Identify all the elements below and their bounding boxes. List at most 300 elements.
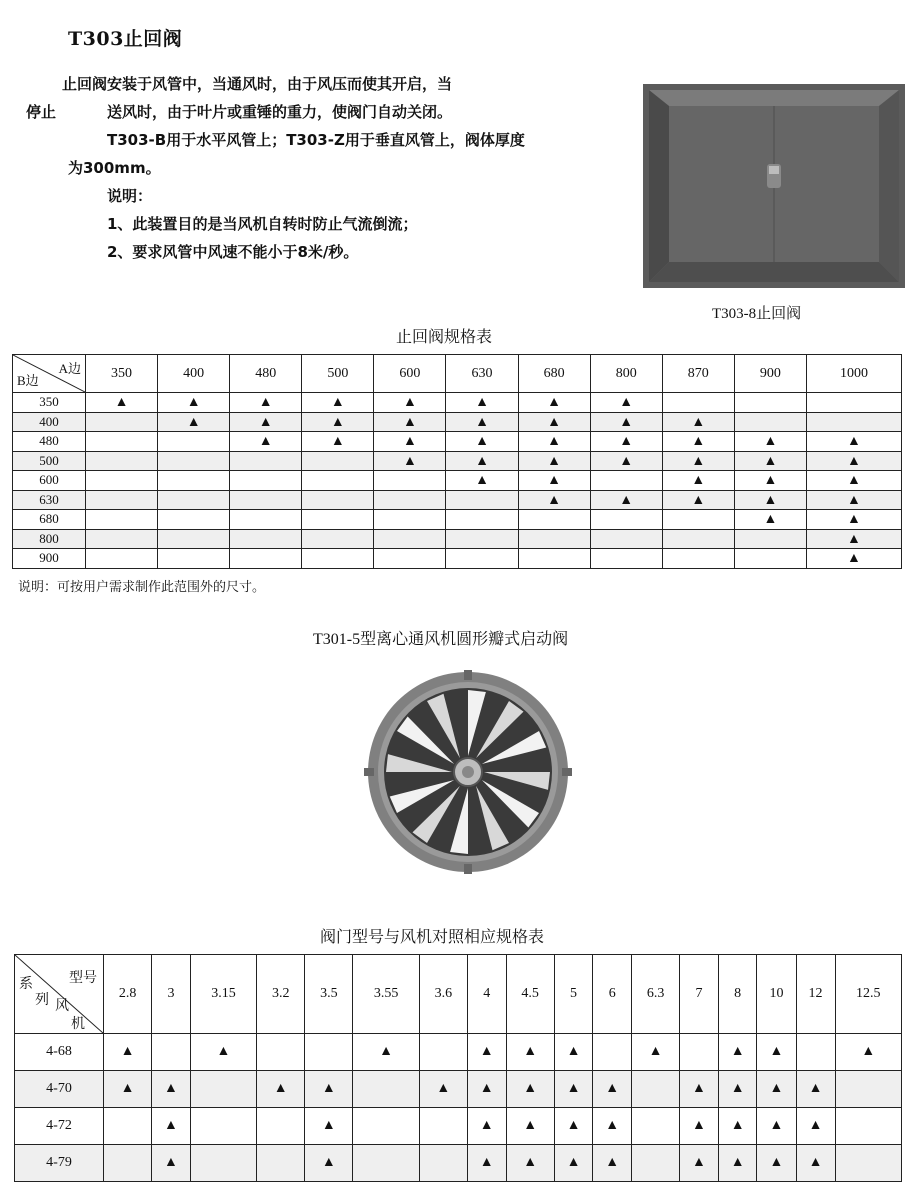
corner-series-2: 列 (35, 993, 49, 1008)
empty-cell (190, 1108, 256, 1145)
available-mark (662, 432, 734, 452)
available-mark (467, 1145, 506, 1182)
triangle-icon: ▲ (763, 492, 778, 508)
available-mark (590, 451, 662, 471)
intro-line-3: T303-B用于水平风管上；T303-Z用于垂直风管上，阀体厚度 (107, 131, 525, 149)
table2-col-header: 3 (152, 955, 191, 1034)
empty-cell (86, 510, 158, 530)
available-mark (506, 1108, 554, 1145)
triangle-icon: ▲ (619, 434, 634, 450)
check-valve-spec-table (12, 354, 902, 569)
triangle-icon: ▲ (547, 395, 562, 411)
available-mark (796, 1071, 835, 1108)
empty-cell (230, 549, 302, 569)
triangle-icon: ▲ (475, 414, 489, 430)
table1-col-header: 680 (518, 355, 590, 393)
available-mark (506, 1071, 554, 1108)
triangle-icon: ▲ (547, 473, 562, 489)
empty-cell (734, 393, 806, 413)
triangle-icon: ▲ (769, 1081, 784, 1096)
triangle-icon: ▲ (330, 414, 345, 430)
triangle-icon: ▲ (763, 512, 778, 528)
available-mark (158, 393, 230, 413)
note-item-1: 1、此装置目的是当风机自转时防止气流倒流； (107, 215, 418, 233)
intro-line-2a: 停止 (26, 103, 57, 121)
empty-cell (86, 412, 158, 432)
available-mark (554, 1071, 593, 1108)
empty-cell (302, 529, 374, 549)
available-mark (305, 1071, 353, 1108)
available-mark (305, 1108, 353, 1145)
triangle-icon: ▲ (847, 531, 861, 547)
available-mark (86, 393, 158, 413)
triangle-icon: ▲ (763, 453, 778, 469)
available-mark (467, 1034, 506, 1071)
available-mark (662, 451, 734, 471)
empty-cell (305, 1034, 353, 1071)
triangle-icon: ▲ (321, 1118, 336, 1133)
triangle-icon: ▲ (619, 453, 634, 469)
fan-valve-caption: T301-5型离心通风机圆形瓣式启动阀 (313, 631, 569, 648)
triangle-icon: ▲ (479, 1044, 494, 1059)
triangle-icon: ▲ (691, 414, 706, 430)
table1-title: 止回阀规格表 (396, 329, 493, 346)
table2-col-header: 7 (680, 955, 719, 1034)
triangle-icon: ▲ (547, 492, 562, 508)
triangle-icon: ▲ (730, 1155, 745, 1170)
empty-cell (590, 510, 662, 530)
available-mark (419, 1071, 467, 1108)
row-label: 4-79 (15, 1145, 104, 1182)
row-label: 800 (13, 529, 86, 549)
available-mark (302, 432, 374, 452)
table1-col-header: 800 (590, 355, 662, 393)
triangle-icon: ▲ (847, 453, 861, 469)
intro-line-4: 为300mm。 (68, 159, 161, 177)
triangle-icon: ▲ (605, 1155, 620, 1170)
empty-cell (158, 490, 230, 510)
table2-col-header: 3.6 (419, 955, 467, 1034)
note-title: 说明： (107, 187, 153, 205)
empty-cell (374, 529, 446, 549)
empty-cell (374, 471, 446, 491)
available-mark (302, 393, 374, 413)
available-mark (593, 1108, 632, 1145)
empty-cell (86, 471, 158, 491)
available-mark (104, 1034, 152, 1071)
row-label: 480 (13, 432, 86, 452)
corner-b-label: B边 (17, 373, 39, 388)
empty-cell (104, 1145, 152, 1182)
empty-cell (302, 471, 374, 491)
triangle-icon: ▲ (619, 492, 634, 508)
triangle-icon: ▲ (547, 453, 562, 469)
triangle-icon: ▲ (847, 434, 861, 450)
empty-cell (590, 529, 662, 549)
empty-cell (419, 1034, 467, 1071)
triangle-icon: ▲ (120, 1044, 135, 1059)
triangle-icon: ▲ (321, 1155, 336, 1170)
empty-cell (835, 1108, 901, 1145)
empty-cell (86, 549, 158, 569)
triangle-icon: ▲ (547, 414, 562, 430)
triangle-icon: ▲ (547, 434, 562, 450)
table-row (13, 471, 902, 491)
empty-cell (190, 1071, 256, 1108)
triangle-icon: ▲ (619, 414, 634, 430)
available-mark (374, 412, 446, 432)
triangle-icon: ▲ (330, 434, 345, 450)
available-mark (757, 1071, 796, 1108)
available-mark (158, 412, 230, 432)
table2-col-header: 6 (593, 955, 632, 1034)
empty-cell (734, 529, 806, 549)
empty-cell (632, 1145, 680, 1182)
triangle-icon: ▲ (691, 434, 706, 450)
corner-series-3: 风 (55, 999, 69, 1014)
empty-cell (446, 490, 518, 510)
available-mark (593, 1145, 632, 1182)
empty-cell (590, 549, 662, 569)
available-mark (518, 412, 590, 432)
triangle-icon: ▲ (523, 1044, 538, 1059)
triangle-icon: ▲ (475, 473, 489, 489)
empty-cell (257, 1145, 305, 1182)
empty-cell (353, 1145, 419, 1182)
corner-series-1: 系 (19, 977, 33, 992)
available-mark (590, 412, 662, 432)
valve-fan-spec-table (14, 954, 902, 1182)
triangle-icon: ▲ (692, 1155, 706, 1170)
table2-col-header: 8 (718, 955, 757, 1034)
empty-cell (662, 393, 734, 413)
triangle-icon: ▲ (479, 1155, 494, 1170)
triangle-icon: ▲ (566, 1155, 581, 1170)
available-mark (152, 1108, 191, 1145)
table1-col-header: 350 (86, 355, 158, 393)
empty-cell (518, 529, 590, 549)
available-mark (734, 471, 806, 491)
empty-cell (86, 490, 158, 510)
table-row (13, 549, 902, 569)
empty-cell (86, 529, 158, 549)
empty-cell (158, 549, 230, 569)
row-label: 4-68 (15, 1034, 104, 1071)
triangle-icon: ▲ (475, 434, 489, 450)
triangle-icon: ▲ (691, 492, 706, 508)
available-mark (632, 1034, 680, 1071)
empty-cell (86, 451, 158, 471)
empty-cell (152, 1034, 191, 1071)
triangle-icon: ▲ (436, 1081, 451, 1096)
available-mark (230, 432, 302, 452)
empty-cell (257, 1108, 305, 1145)
available-mark (302, 412, 374, 432)
triangle-icon: ▲ (402, 453, 417, 469)
triangle-icon: ▲ (861, 1044, 876, 1059)
available-mark (796, 1145, 835, 1182)
intro-line-1: 止回阀安装于风管中，当通风时，由于风压而使其开启，当 (62, 75, 453, 93)
available-mark (374, 393, 446, 413)
row-label: 400 (13, 412, 86, 432)
empty-cell (806, 393, 901, 413)
empty-cell (104, 1108, 152, 1145)
triangle-icon: ▲ (258, 395, 273, 411)
available-mark (806, 549, 901, 569)
row-label: 500 (13, 451, 86, 471)
triangle-icon: ▲ (763, 434, 778, 450)
triangle-icon: ▲ (258, 434, 273, 450)
intro-line-2b: 送风时，由于叶片或重锤的重力，使阀门自动关闭。 (107, 103, 453, 121)
triangle-icon: ▲ (479, 1081, 494, 1096)
available-mark (506, 1034, 554, 1071)
triangle-icon: ▲ (691, 473, 706, 489)
available-mark (257, 1071, 305, 1108)
empty-cell (446, 549, 518, 569)
empty-cell (302, 490, 374, 510)
table-row (13, 412, 902, 432)
triangle-icon: ▲ (847, 512, 861, 528)
table-row (13, 490, 902, 510)
available-mark (590, 432, 662, 452)
available-mark (446, 471, 518, 491)
available-mark (230, 393, 302, 413)
empty-cell (632, 1071, 680, 1108)
available-mark (806, 471, 901, 491)
table2-col-header: 3.5 (305, 955, 353, 1034)
triangle-icon: ▲ (763, 473, 778, 489)
empty-cell (158, 451, 230, 471)
available-mark (467, 1071, 506, 1108)
triangle-icon: ▲ (847, 551, 861, 567)
table2-col-header: 4.5 (506, 955, 554, 1034)
triangle-icon: ▲ (402, 434, 417, 450)
available-mark (506, 1145, 554, 1182)
empty-cell (806, 412, 901, 432)
available-mark (590, 490, 662, 510)
empty-cell (158, 471, 230, 491)
triangle-icon: ▲ (730, 1081, 745, 1096)
triangle-icon: ▲ (847, 473, 861, 489)
triangle-icon: ▲ (186, 414, 201, 430)
available-mark (734, 451, 806, 471)
empty-cell (374, 510, 446, 530)
available-mark (680, 1145, 719, 1182)
triangle-icon: ▲ (730, 1044, 745, 1059)
corner-a-label: A边 (58, 361, 81, 376)
available-mark (757, 1145, 796, 1182)
triangle-icon: ▲ (619, 395, 634, 411)
empty-cell (257, 1034, 305, 1071)
table2-corner (15, 955, 104, 1034)
empty-cell (835, 1145, 901, 1182)
empty-cell (302, 549, 374, 569)
table1-corner (13, 355, 86, 393)
available-mark (806, 529, 901, 549)
available-mark (734, 510, 806, 530)
available-mark (374, 432, 446, 452)
triangle-icon: ▲ (808, 1118, 823, 1133)
available-mark (662, 412, 734, 432)
table2-col-header: 5 (554, 955, 593, 1034)
triangle-icon: ▲ (692, 1081, 706, 1096)
triangle-icon: ▲ (321, 1081, 336, 1096)
triangle-icon: ▲ (648, 1044, 663, 1059)
table2-col-header: 3.15 (190, 955, 256, 1034)
empty-cell (230, 451, 302, 471)
available-mark (590, 393, 662, 413)
table-row (15, 1071, 902, 1108)
table2-col-header: 3.55 (353, 955, 419, 1034)
triangle-icon: ▲ (808, 1081, 823, 1096)
triangle-icon: ▲ (479, 1118, 494, 1133)
available-mark (518, 432, 590, 452)
empty-cell (734, 549, 806, 569)
triangle-icon: ▲ (605, 1081, 620, 1096)
available-mark (806, 490, 901, 510)
table1-note: 说明：可按用户需求制作此范围外的尺寸。 (18, 579, 266, 594)
triangle-icon: ▲ (379, 1044, 394, 1059)
triangle-icon: ▲ (730, 1118, 745, 1133)
available-mark (190, 1034, 256, 1071)
available-mark (230, 412, 302, 432)
empty-cell (158, 510, 230, 530)
table2-col-header: 12 (796, 955, 835, 1034)
available-mark (718, 1145, 757, 1182)
empty-cell (680, 1034, 719, 1071)
available-mark (835, 1034, 901, 1071)
triangle-icon: ▲ (808, 1155, 823, 1170)
empty-cell (86, 432, 158, 452)
damper-illustration (362, 668, 574, 880)
empty-cell (302, 451, 374, 471)
available-mark (680, 1108, 719, 1145)
triangle-icon: ▲ (566, 1118, 581, 1133)
empty-cell (518, 549, 590, 569)
table-row (13, 529, 902, 549)
available-mark (518, 490, 590, 510)
empty-cell (230, 490, 302, 510)
empty-cell (734, 412, 806, 432)
triangle-icon: ▲ (475, 395, 489, 411)
check-valve-photo (643, 84, 905, 288)
table2-title: 阀门型号与风机对照相应规格表 (320, 929, 545, 946)
available-mark (467, 1108, 506, 1145)
empty-cell (796, 1034, 835, 1071)
available-mark (718, 1034, 757, 1071)
available-mark (554, 1034, 593, 1071)
available-mark (662, 490, 734, 510)
available-mark (446, 412, 518, 432)
available-mark (757, 1034, 796, 1071)
triangle-icon: ▲ (605, 1118, 620, 1133)
empty-cell (419, 1145, 467, 1182)
empty-cell (446, 510, 518, 530)
empty-cell (158, 432, 230, 452)
triangle-icon: ▲ (402, 414, 417, 430)
triangle-icon: ▲ (769, 1118, 784, 1133)
empty-cell (662, 549, 734, 569)
available-mark (446, 432, 518, 452)
table1-col-header: 500 (302, 355, 374, 393)
triangle-icon: ▲ (523, 1118, 538, 1133)
available-mark (152, 1071, 191, 1108)
triangle-icon: ▲ (114, 395, 129, 411)
table-row (15, 1034, 902, 1071)
empty-cell (302, 510, 374, 530)
corner-series-4: 机 (71, 1017, 85, 1032)
available-mark (806, 451, 901, 471)
empty-cell (374, 490, 446, 510)
table-row (15, 1145, 902, 1182)
table-row (13, 510, 902, 530)
available-mark (662, 471, 734, 491)
triangle-icon: ▲ (164, 1081, 178, 1096)
available-mark (518, 393, 590, 413)
empty-cell (590, 471, 662, 491)
available-mark (305, 1145, 353, 1182)
triangle-icon: ▲ (273, 1081, 288, 1096)
empty-cell (662, 510, 734, 530)
table2-col-header: 10 (757, 955, 796, 1034)
triangle-icon: ▲ (402, 395, 417, 411)
triangle-icon: ▲ (120, 1081, 135, 1096)
triangle-icon: ▲ (523, 1081, 538, 1096)
table1-col-header: 900 (734, 355, 806, 393)
empty-cell (374, 549, 446, 569)
triangle-icon: ▲ (566, 1044, 581, 1059)
empty-cell (230, 471, 302, 491)
available-mark (518, 451, 590, 471)
available-mark (446, 451, 518, 471)
available-mark (104, 1071, 152, 1108)
available-mark (554, 1108, 593, 1145)
available-mark (353, 1034, 419, 1071)
row-label: 900 (13, 549, 86, 569)
available-mark (806, 510, 901, 530)
row-label: 4-72 (15, 1108, 104, 1145)
available-mark (718, 1071, 757, 1108)
empty-cell (835, 1071, 901, 1108)
empty-cell (230, 510, 302, 530)
available-mark (446, 393, 518, 413)
table1-col-header: 630 (446, 355, 518, 393)
table-row (13, 451, 902, 471)
empty-cell (419, 1108, 467, 1145)
available-mark (734, 490, 806, 510)
triangle-icon: ▲ (186, 395, 201, 411)
empty-cell (190, 1145, 256, 1182)
table2-col-header: 2.8 (104, 955, 152, 1034)
table-row (15, 1108, 902, 1145)
empty-cell (662, 529, 734, 549)
empty-cell (158, 529, 230, 549)
table2-col-header: 12.5 (835, 955, 901, 1034)
table-row (13, 432, 902, 452)
row-label: 630 (13, 490, 86, 510)
available-mark (518, 471, 590, 491)
table1-col-header: 1000 (806, 355, 901, 393)
triangle-icon: ▲ (769, 1044, 784, 1059)
empty-cell (230, 529, 302, 549)
triangle-icon: ▲ (847, 492, 861, 508)
triangle-icon: ▲ (566, 1081, 581, 1096)
table1-col-header: 480 (230, 355, 302, 393)
available-mark (796, 1108, 835, 1145)
note-item-2: 2、要求风管中风速不能小于8米/秒。 (107, 243, 359, 261)
available-mark (757, 1108, 796, 1145)
triangle-icon: ▲ (330, 395, 345, 411)
